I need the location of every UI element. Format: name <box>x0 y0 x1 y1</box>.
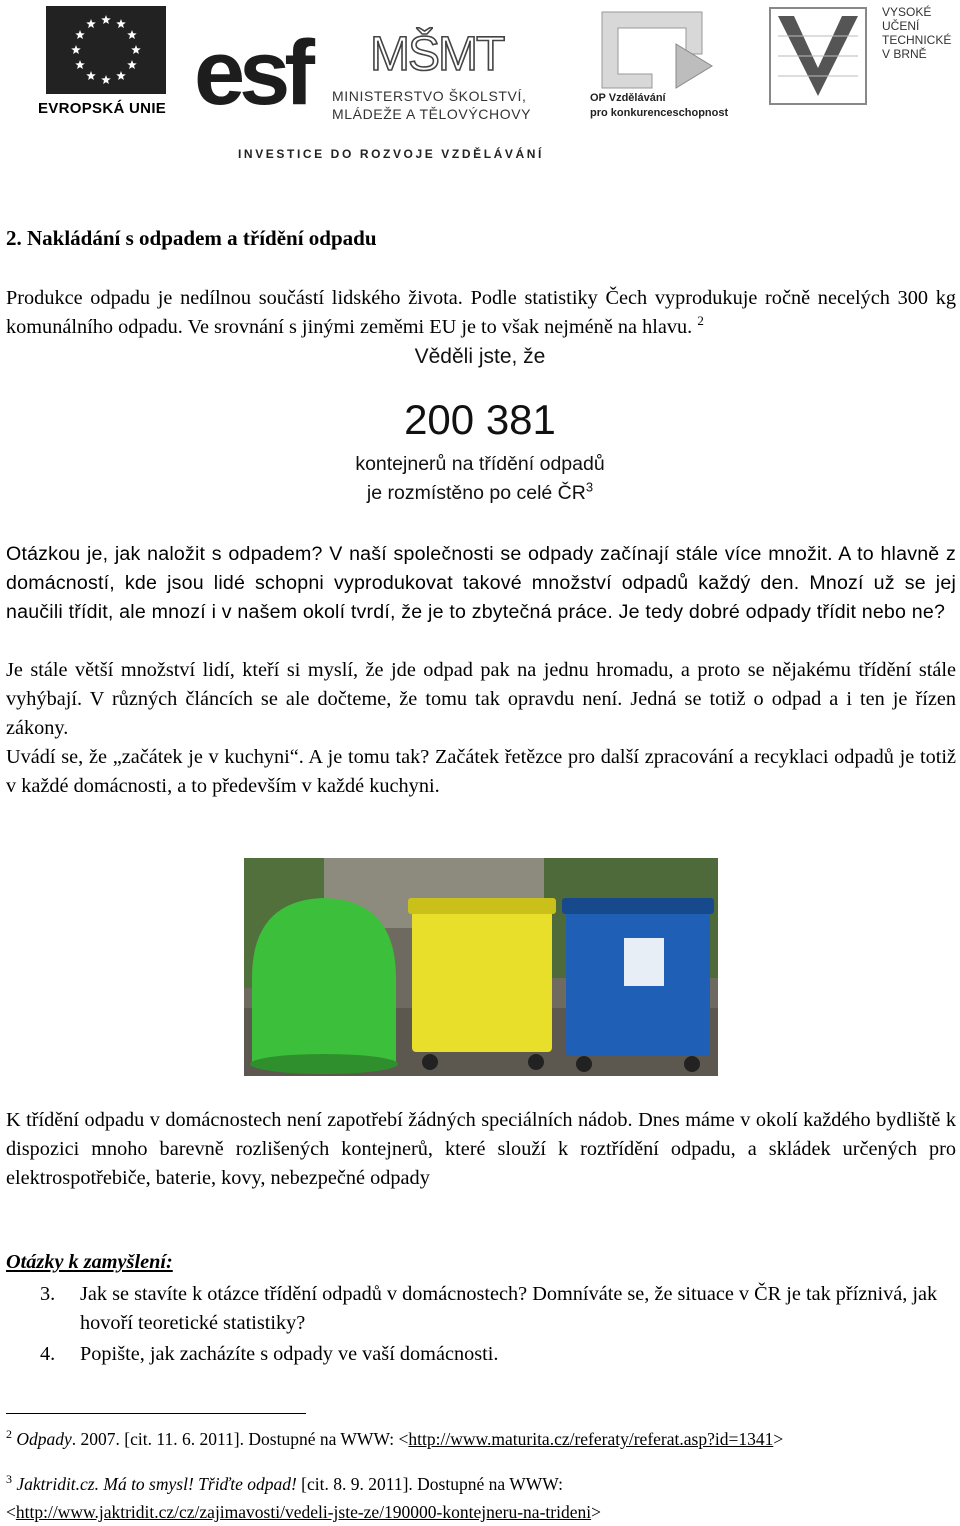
vut-line-3: TECHNICKÉ <box>882 33 952 47</box>
investice-tagline: INVESTICE DO ROZVOJE VZDĚLÁVÁNÍ <box>238 147 544 161</box>
footnote-end: > <box>773 1429 784 1449</box>
paragraph-1: Otázkou je, jak naložit s odpadem? V naší společnosti se odpady začínají stále více množit. A to hlavně z domácností, kde jsou lidé schopni vyprodukovat takové množství odpadů každý den. Mnozí už se jej naučili třídit, ale mnozí i v našem okolí tvrdí, že je to zbytečná práce. Je tedy dobré odpady třídit nebo ne? <box>6 543 956 623</box>
intro-paragraph <box>6 284 956 342</box>
footnote-ref-2[interactable]: 2 <box>697 313 704 329</box>
footnote-ref-3[interactable]: 3 <box>585 479 594 495</box>
op-line-1: OP Vzdělávání <box>590 92 666 104</box>
footnote-3 <box>6 1470 956 1526</box>
esf-logo <box>192 6 332 124</box>
paragraph-4: K třídění odpadu v domácnostech není zapotřebí žádných speciálních nádob. Dnes máme v okolí každého bydliště k dispozici mnoho barevně rozlišených kontejnerů, které slouží k roztřídění odpadu, a skládek určených pro elektrospotřebiče, baterie, kovy, nebezpečné odpady <box>6 1109 956 1189</box>
footnote-divider <box>6 1413 306 1414</box>
esf-logo-text: esf <box>194 22 309 124</box>
op-logo <box>584 4 744 120</box>
callout-intro: Věděli jste, že <box>414 345 546 368</box>
vut-line-4: V BRNĚ <box>882 47 927 61</box>
question-number: 4. <box>40 1343 56 1365</box>
msmt-logo-text: MŠMT <box>370 28 504 81</box>
msmt-logo <box>330 4 580 124</box>
question-item <box>40 1280 956 1338</box>
paragraph-2: Je stále větší množství lidí, kteří si myslí, že jde odpad pak na jednu hromadu, a proto se nějakému třídění stále vyhýbají. V různých článcích se ale dočteme, že tomu tak opravdu není. Jedná se totiž o odpad a i ten je řízen zákony. <box>6 659 956 739</box>
footnote-number: 2 <box>6 1427 12 1442</box>
eu-flag-logo <box>46 6 166 94</box>
op-arrow-icon <box>592 4 722 88</box>
intro-text: Produkce odpadu je nedílnou součástí lidského života. Podle statistiky Čech vyprodukuje ročně necelých 300 kg komunálního odpadu. Ve srovnání s jinými zeměmi EU je to však nejméně na hlavu. <box>6 287 956 338</box>
green-bin <box>252 898 396 1064</box>
footnote-link[interactable]: http://www.jaktridit.cz/cz/zajimavosti/vedeli-jste-ze/190000-kontejneru-na-trideni <box>15 1502 592 1522</box>
callout-line-2-text: je rozmístěno po celé ČR <box>366 482 586 504</box>
section-heading: 2. Nakládání s odpadem a třídění odpadu <box>6 226 377 250</box>
msmt-line-1: MINISTERSTVO ŠKOLSTVÍ, <box>332 88 527 104</box>
footnote-text: [cit. 8. 9. 2011]. Dostupné na WWW: <box>296 1474 563 1494</box>
vut-logo <box>768 4 958 120</box>
questions-title: Otázky k zamyšlení: <box>6 1251 173 1273</box>
callout-number: 200 381 <box>404 396 556 443</box>
yellow-bin <box>412 904 552 1052</box>
footnote-title: Odpady <box>16 1429 72 1449</box>
question-item <box>40 1340 956 1369</box>
header-logos <box>0 0 960 170</box>
vut-emblem-icon <box>768 6 868 106</box>
footnote-2 <box>6 1425 956 1453</box>
question-text: Popište, jak zacházíte s odpady ve vaší domácnosti. <box>80 1343 499 1365</box>
paragraph-3: Uvádí se, že „začátek je v kuchyni“. A je tomu tak? Začátek řetězce pro další zpracování a recyklaci odpadů je totiž v každé domácnosti, a to především v každé kuchyni. <box>6 746 956 797</box>
footnote-text: . 2007. [cit. 11. 6. 2011]. Dostupné na WWW: < <box>71 1429 409 1449</box>
question-text: Jak se stavíte k otázce třídění odpadů v domácnostech? Domníváte se, že situace v ČR je tak příznivá, jak hovoří teoretické statistiky? <box>80 1283 938 1334</box>
footnote-link[interactable]: http://www.maturita.cz/referaty/referat.asp?id=1341 <box>408 1429 774 1449</box>
footnote-title: Jaktridit.cz. Má to smysl! Třiďte odpad! <box>16 1474 297 1494</box>
question-number: 3. <box>40 1283 56 1305</box>
recycling-bins-photo <box>244 858 718 1076</box>
footnote-end: > <box>591 1502 601 1522</box>
green-bin-base <box>250 1054 398 1074</box>
callout-line-1: kontejnerů na třídění odpadů <box>355 453 605 475</box>
callout-line-2 <box>240 479 720 505</box>
vut-line-2: UČENÍ <box>882 19 920 33</box>
op-line-2: pro konkurenceschopnost <box>590 107 729 119</box>
msmt-line-2: MLÁDEŽE A TĚLOVÝCHOVY <box>332 106 532 122</box>
footnote-link-prefix: < <box>6 1502 16 1522</box>
eu-caption: EVROPSKÁ UNIE <box>38 100 167 117</box>
vut-line-1: VYSOKÉ <box>882 5 932 19</box>
footnote-number: 3 <box>6 1472 12 1487</box>
